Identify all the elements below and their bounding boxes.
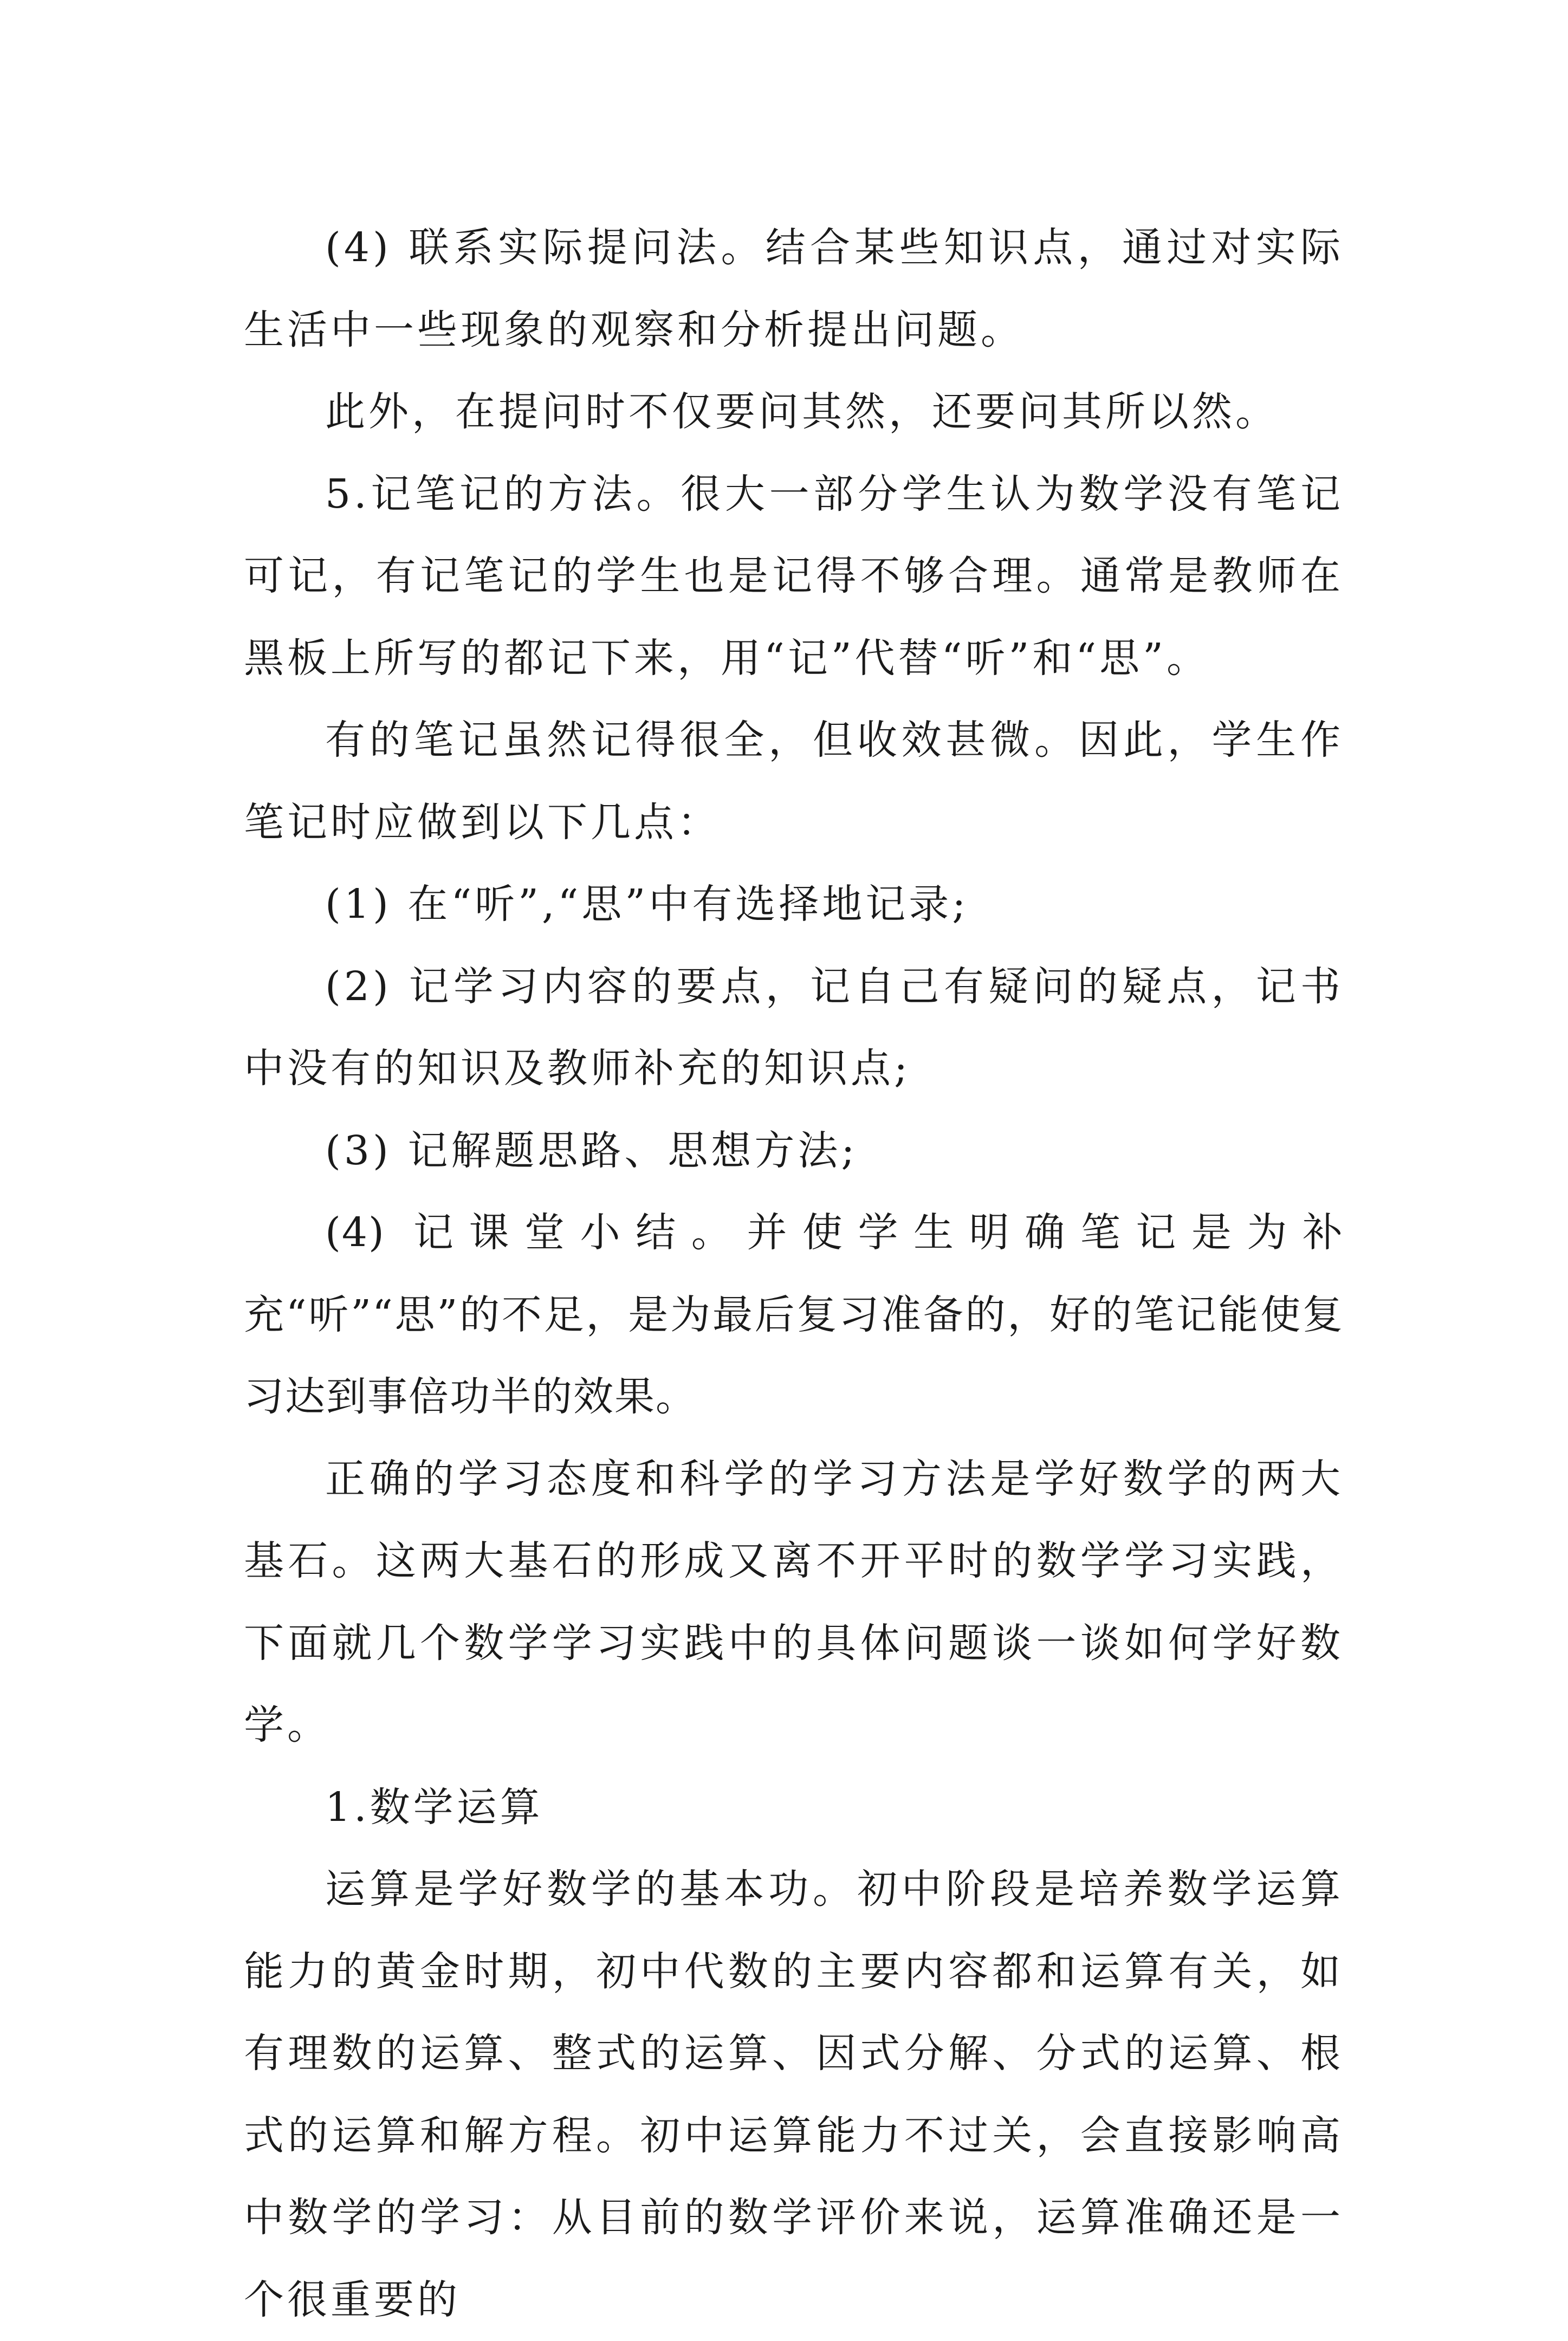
paragraph-foundation-stones: 正确的学习态度和科学的学习方法是学好数学的两大基石。这两大基石的形成又离不开平时的数学学习实践，下面就几个数学学习实践中的具体问题谈一谈如何学好数学。 — [244, 1455, 1344, 1748]
paragraph-note-point-3: (3) 记解题思路、思想方法; — [325, 1127, 858, 1174]
section-heading-math-operations: 1.数学运算 — [325, 1784, 543, 1831]
body-text — [244, 207, 1344, 2341]
paragraph-operations-basics: 运算是学好数学的基本功。初中阶段是培养数学运算能力的黄金时期，初中代数的主要内容都和运算有关，如有理数的运算、整式的运算、因式分解、分式的运算、根式的运算和解方程。初中运算能力不过关，会直接影响高中数学的学习：从目前的数学评价来说，运算准确还是一个很重要的 — [244, 1866, 1344, 2323]
paragraph-note-taking-method: 5.记笔记的方法。很大一部分学生认为数学没有笔记可记，有记笔记的学生也是记得不够合理。通常是教师在黑板上所写的都记下来，用“记”代替“听”和“思”。 — [244, 470, 1344, 682]
paragraph-note-point-4: (4) 记课堂小结。并使学生明确笔记是为补充“听”“思”的不足，是为最后复习准备的，好的笔记能使复习达到事倍功半的效果。 — [244, 1209, 1344, 1420]
paragraph-note-effectiveness: 有的笔记虽然记得很全，但收效甚微。因此，学生作笔记时应做到以下几点： — [244, 717, 1344, 846]
paragraph-note-point-1: (1) 在“听”,“思”中有选择地记录; — [325, 881, 969, 928]
paragraph-question-method-4: (4) 联系实际提问法。结合某些知识点，通过对实际生活中一些现象的观察和分析提出问题。 — [244, 224, 1344, 353]
paragraph-note-point-2: (2) 记学习内容的要点，记自己有疑问的疑点，记书中没有的知识及教师补充的知识点; — [244, 963, 1344, 1092]
paragraph-ask-why: 此外，在提问时不仅要问其然，还要问其所以然。 — [325, 388, 1279, 435]
